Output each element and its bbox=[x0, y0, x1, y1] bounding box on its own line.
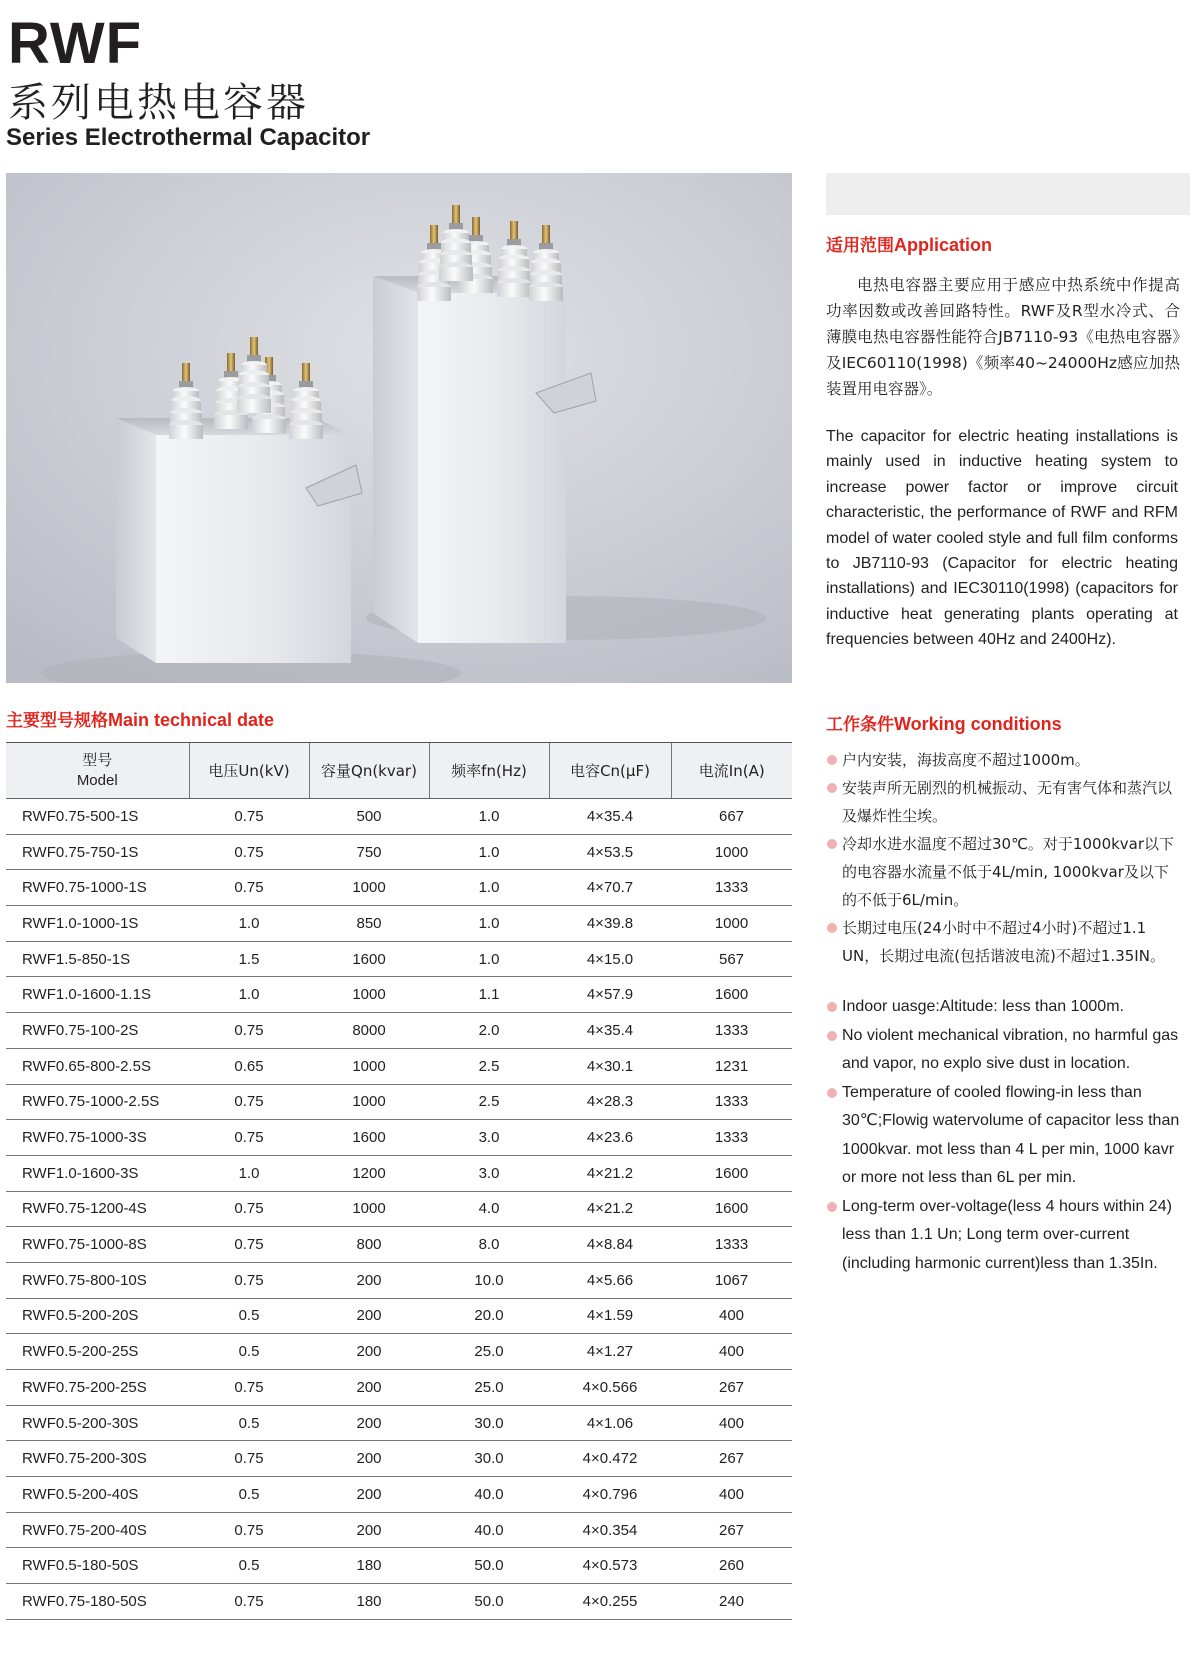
cell-model: RWF0.75-1000-1S bbox=[6, 870, 189, 906]
cell-current: 1231 bbox=[671, 1048, 792, 1084]
cell-current: 400 bbox=[671, 1477, 792, 1513]
cell-frequency: 50.0 bbox=[429, 1548, 549, 1584]
cell-current: 1333 bbox=[671, 1084, 792, 1120]
cell-voltage: 0.75 bbox=[189, 1441, 309, 1477]
cell-frequency: 20.0 bbox=[429, 1298, 549, 1334]
cell-model: RWF0.75-200-40S bbox=[6, 1512, 189, 1548]
cell-frequency: 1.0 bbox=[429, 870, 549, 906]
cell-current: 400 bbox=[671, 1298, 792, 1334]
cell-capacity: 750 bbox=[309, 834, 429, 870]
cell-capacitance: 4×21.2 bbox=[549, 1191, 671, 1227]
table-row bbox=[6, 870, 792, 906]
product-photo bbox=[6, 173, 792, 683]
cell-frequency: 40.0 bbox=[429, 1512, 549, 1548]
cell-model: RWF0.75-500-1S bbox=[6, 799, 189, 835]
cell-capacity: 200 bbox=[309, 1477, 429, 1513]
cell-capacity: 200 bbox=[309, 1512, 429, 1548]
cell-capacity: 1000 bbox=[309, 1048, 429, 1084]
cell-model: RWF0.75-1000-8S bbox=[6, 1227, 189, 1263]
cell-capacity: 200 bbox=[309, 1262, 429, 1298]
cell-frequency: 25.0 bbox=[429, 1334, 549, 1370]
header-voltage: 电压Un(kV) bbox=[189, 743, 309, 799]
cell-model: RWF0.75-750-1S bbox=[6, 834, 189, 870]
cell-voltage: 0.75 bbox=[189, 870, 309, 906]
cell-capacity: 200 bbox=[309, 1334, 429, 1370]
cell-capacitance: 4×23.6 bbox=[549, 1120, 671, 1156]
cell-model: RWF1.0-1600-1.1S bbox=[6, 977, 189, 1013]
cell-voltage: 0.75 bbox=[189, 1262, 309, 1298]
cell-frequency: 40.0 bbox=[429, 1477, 549, 1513]
conditions-list-cn bbox=[826, 746, 1182, 970]
cell-frequency: 8.0 bbox=[429, 1227, 549, 1263]
cell-capacitance: 4×15.0 bbox=[549, 941, 671, 977]
cell-capacity: 200 bbox=[309, 1370, 429, 1406]
cell-model: RWF1.0-1000-1S bbox=[6, 906, 189, 942]
application-body-en: The capacitor for electric heating installations is mainly used in inductive heating system to increase power factor or improve circuit characteristic, the performance of RWF and RFM model of water cooled style and full film conforms to JB7110-93 (Capacitor for electric heating installations) and IEC30110(1998) (capacitors for inductive heat generating plants operating at frequencies between 40Hz and 2400Hz). bbox=[826, 428, 1178, 649]
application-title: 适用范围Application bbox=[826, 235, 992, 256]
header-capacity: 容量Qn(kvar) bbox=[309, 743, 429, 799]
cell-current: 400 bbox=[671, 1334, 792, 1370]
cell-voltage: 0.75 bbox=[189, 1227, 309, 1263]
cell-voltage: 0.75 bbox=[189, 1084, 309, 1120]
cell-model: RWF0.75-100-2S bbox=[6, 1013, 189, 1049]
cell-capacitance: 4×0.566 bbox=[549, 1370, 671, 1406]
cell-frequency: 2.5 bbox=[429, 1048, 549, 1084]
cell-current: 667 bbox=[671, 799, 792, 835]
table-header-row bbox=[6, 743, 792, 799]
header-model: 型号 Model bbox=[6, 743, 189, 799]
cell-voltage: 1.0 bbox=[189, 906, 309, 942]
cell-model: RWF0.5-200-25S bbox=[6, 1334, 189, 1370]
cell-voltage: 0.5 bbox=[189, 1298, 309, 1334]
cell-frequency: 10.0 bbox=[429, 1262, 549, 1298]
cell-frequency: 2.0 bbox=[429, 1013, 549, 1049]
list-item: Temperature of cooled flowing-in less than 30℃;Flowig watervolume of capacitor less than 1000kvar. mot less than 4 L per min, 1000 kavr or more not less than 6L per min. bbox=[826, 1079, 1186, 1193]
spec-table bbox=[6, 742, 792, 1620]
cell-capacitance: 4×39.8 bbox=[549, 906, 671, 942]
cell-current: 1000 bbox=[671, 834, 792, 870]
cell-voltage: 0.5 bbox=[189, 1477, 309, 1513]
table-row bbox=[6, 1370, 792, 1406]
cell-voltage: 0.5 bbox=[189, 1405, 309, 1441]
cell-capacitance: 4×28.3 bbox=[549, 1084, 671, 1120]
cell-current: 260 bbox=[671, 1548, 792, 1584]
cell-current: 267 bbox=[671, 1370, 792, 1406]
table-row bbox=[6, 1191, 792, 1227]
cell-voltage: 1.5 bbox=[189, 941, 309, 977]
list-item: 长期过电压(24小时中不超过4小时)不超过1.1 UN，长期过电流(包括谐波电流)不超过1.35IN。 bbox=[826, 914, 1182, 970]
cell-capacitance: 4×0.255 bbox=[549, 1584, 671, 1620]
cell-model: RWF0.75-200-25S bbox=[6, 1370, 189, 1406]
list-item: Long-term over-voltage(less 4 hours within 24) less than 1.1 Un; Long term over-current (including harmonic current)less than 1.35In. bbox=[826, 1193, 1186, 1279]
cell-capacity: 200 bbox=[309, 1298, 429, 1334]
cell-capacity: 1000 bbox=[309, 870, 429, 906]
product-title-en: Series Electrothermal Capacitor bbox=[6, 124, 371, 151]
cell-voltage: 1.0 bbox=[189, 977, 309, 1013]
table-row bbox=[6, 977, 792, 1013]
cell-capacitance: 4×0.472 bbox=[549, 1441, 671, 1477]
product-code: RWF bbox=[8, 11, 143, 76]
cell-capacitance: 4×53.5 bbox=[549, 834, 671, 870]
cell-voltage: 0.65 bbox=[189, 1048, 309, 1084]
cell-capacitance: 4×57.9 bbox=[549, 977, 671, 1013]
cell-frequency: 3.0 bbox=[429, 1120, 549, 1156]
cell-frequency: 50.0 bbox=[429, 1584, 549, 1620]
cell-voltage: 1.0 bbox=[189, 1155, 309, 1191]
cell-voltage: 0.75 bbox=[189, 1191, 309, 1227]
cell-voltage: 0.75 bbox=[189, 799, 309, 835]
cell-frequency: 25.0 bbox=[429, 1370, 549, 1406]
table-row bbox=[6, 1227, 792, 1263]
table-row bbox=[6, 906, 792, 942]
cell-current: 1600 bbox=[671, 1155, 792, 1191]
cell-frequency: 1.1 bbox=[429, 977, 549, 1013]
cell-model: RWF0.5-200-40S bbox=[6, 1477, 189, 1513]
header-frequency: 频率fn(Hz) bbox=[429, 743, 549, 799]
cell-capacity: 500 bbox=[309, 799, 429, 835]
cell-model: RWF0.5-180-50S bbox=[6, 1548, 189, 1584]
cell-model: RWF0.75-800-10S bbox=[6, 1262, 189, 1298]
spec-table-body bbox=[6, 799, 792, 1620]
cell-current: 1333 bbox=[671, 1120, 792, 1156]
table-row bbox=[6, 834, 792, 870]
cell-frequency: 2.5 bbox=[429, 1084, 549, 1120]
cell-current: 1000 bbox=[671, 906, 792, 942]
cell-current: 240 bbox=[671, 1584, 792, 1620]
cell-model: RWF0.5-200-20S bbox=[6, 1298, 189, 1334]
cell-current: 1600 bbox=[671, 1191, 792, 1227]
cell-capacitance: 4×5.66 bbox=[549, 1262, 671, 1298]
cell-voltage: 0.75 bbox=[189, 1120, 309, 1156]
table-row bbox=[6, 941, 792, 977]
cell-current: 267 bbox=[671, 1441, 792, 1477]
conditions-title: 工作条件Working conditions bbox=[826, 714, 1062, 735]
cell-capacity: 180 bbox=[309, 1548, 429, 1584]
cell-model: RWF0.75-1000-3S bbox=[6, 1120, 189, 1156]
cell-capacity: 1600 bbox=[309, 941, 429, 977]
cell-model: RWF0.75-1200-4S bbox=[6, 1191, 189, 1227]
cell-model: RWF0.5-200-30S bbox=[6, 1405, 189, 1441]
cell-current: 1600 bbox=[671, 977, 792, 1013]
cell-capacity: 1000 bbox=[309, 1191, 429, 1227]
cell-current: 1333 bbox=[671, 870, 792, 906]
cell-capacitance: 4×1.06 bbox=[549, 1405, 671, 1441]
cell-capacitance: 4×35.4 bbox=[549, 1013, 671, 1049]
table-row bbox=[6, 1048, 792, 1084]
table-row bbox=[6, 1262, 792, 1298]
cell-model: RWF0.65-800-2.5S bbox=[6, 1048, 189, 1084]
cell-capacitance: 4×0.573 bbox=[549, 1548, 671, 1584]
cell-capacity: 1000 bbox=[309, 1084, 429, 1120]
table-row bbox=[6, 799, 792, 835]
table-row bbox=[6, 1013, 792, 1049]
cell-voltage: 0.75 bbox=[189, 1370, 309, 1406]
product-title-cn: 系列电热电容器 bbox=[8, 80, 309, 126]
application-body-cn: 电热电容器主要应用于感应中热系统中作提高功率因数或改善回路特性。RWF及R型水冷式、合薄膜电热电容器性能符合JB7110-93《电热电容器》及IEC60110(1998)《频率40~24000Hz感应加热装置用电容器》。 bbox=[826, 276, 1180, 398]
specs-title: 主要型号规格Main technical date bbox=[6, 710, 275, 731]
cell-current: 1067 bbox=[671, 1262, 792, 1298]
cell-current: 400 bbox=[671, 1405, 792, 1441]
cell-frequency: 3.0 bbox=[429, 1155, 549, 1191]
cell-frequency: 1.0 bbox=[429, 941, 549, 977]
cell-current: 1333 bbox=[671, 1013, 792, 1049]
table-row bbox=[6, 1405, 792, 1441]
list-item: 安装声所无剧烈的机械振动、无有害气体和蒸汽以及爆炸性尘埃。 bbox=[826, 774, 1182, 830]
cell-capacitance: 4×8.84 bbox=[549, 1227, 671, 1263]
cell-capacity: 180 bbox=[309, 1584, 429, 1620]
cell-frequency: 1.0 bbox=[429, 834, 549, 870]
cell-capacity: 1200 bbox=[309, 1155, 429, 1191]
cell-voltage: 0.75 bbox=[189, 1512, 309, 1548]
cell-capacitance: 4×0.796 bbox=[549, 1477, 671, 1513]
cell-model: RWF0.75-200-30S bbox=[6, 1441, 189, 1477]
cell-capacitance: 4×70.7 bbox=[549, 870, 671, 906]
cell-capacitance: 4×35.4 bbox=[549, 799, 671, 835]
cell-capacitance: 4×21.2 bbox=[549, 1155, 671, 1191]
cell-capacity: 1600 bbox=[309, 1120, 429, 1156]
cell-frequency: 1.0 bbox=[429, 906, 549, 942]
list-item: No violent mechanical vibration, no harmful gas and vapor, no explo sive dust in location. bbox=[826, 1022, 1186, 1079]
table-row bbox=[6, 1120, 792, 1156]
cell-voltage: 0.5 bbox=[189, 1334, 309, 1370]
cell-capacitance: 4×1.27 bbox=[549, 1334, 671, 1370]
list-item: 户内安装，海拔高度不超过1000m。 bbox=[826, 746, 1182, 774]
table-row bbox=[6, 1334, 792, 1370]
table-row bbox=[6, 1548, 792, 1584]
table-row bbox=[6, 1477, 792, 1513]
cell-capacity: 850 bbox=[309, 906, 429, 942]
cell-capacity: 1000 bbox=[309, 977, 429, 1013]
cell-frequency: 1.0 bbox=[429, 799, 549, 835]
table-row bbox=[6, 1298, 792, 1334]
cell-voltage: 0.75 bbox=[189, 1584, 309, 1620]
table-row bbox=[6, 1512, 792, 1548]
table-row bbox=[6, 1155, 792, 1191]
cell-capacity: 800 bbox=[309, 1227, 429, 1263]
table-row bbox=[6, 1084, 792, 1120]
header-capacitance: 电容Cn(μF) bbox=[549, 743, 671, 799]
header-current: 电流In(A) bbox=[671, 743, 792, 799]
table-row bbox=[6, 1441, 792, 1477]
cell-voltage: 0.5 bbox=[189, 1548, 309, 1584]
cell-current: 567 bbox=[671, 941, 792, 977]
cell-capacitance: 4×30.1 bbox=[549, 1048, 671, 1084]
cell-current: 267 bbox=[671, 1512, 792, 1548]
cell-model: RWF0.75-1000-2.5S bbox=[6, 1084, 189, 1120]
cell-frequency: 30.0 bbox=[429, 1405, 549, 1441]
cell-capacity: 200 bbox=[309, 1441, 429, 1477]
cell-capacity: 200 bbox=[309, 1405, 429, 1441]
cell-capacitance: 4×0.354 bbox=[549, 1512, 671, 1548]
cell-frequency: 4.0 bbox=[429, 1191, 549, 1227]
cell-model: RWF1.5-850-1S bbox=[6, 941, 189, 977]
cell-model: RWF0.75-180-50S bbox=[6, 1584, 189, 1620]
cell-current: 1333 bbox=[671, 1227, 792, 1263]
cell-frequency: 30.0 bbox=[429, 1441, 549, 1477]
cell-model: RWF1.0-1600-3S bbox=[6, 1155, 189, 1191]
cell-voltage: 0.75 bbox=[189, 834, 309, 870]
header-strip bbox=[826, 173, 1190, 215]
list-item: Indoor uasge:Altitude: less than 1000m. bbox=[826, 993, 1186, 1022]
cell-voltage: 0.75 bbox=[189, 1013, 309, 1049]
cell-capacity: 8000 bbox=[309, 1013, 429, 1049]
cell-capacitance: 4×1.59 bbox=[549, 1298, 671, 1334]
list-item: 冷却水进水温度不超过30℃。对于1000kvar以下的电容器水流量不低于4L/min, 1000kvar及以下的不低于6L/min。 bbox=[826, 830, 1182, 914]
table-row bbox=[6, 1584, 792, 1620]
conditions-list-en bbox=[826, 993, 1186, 1278]
